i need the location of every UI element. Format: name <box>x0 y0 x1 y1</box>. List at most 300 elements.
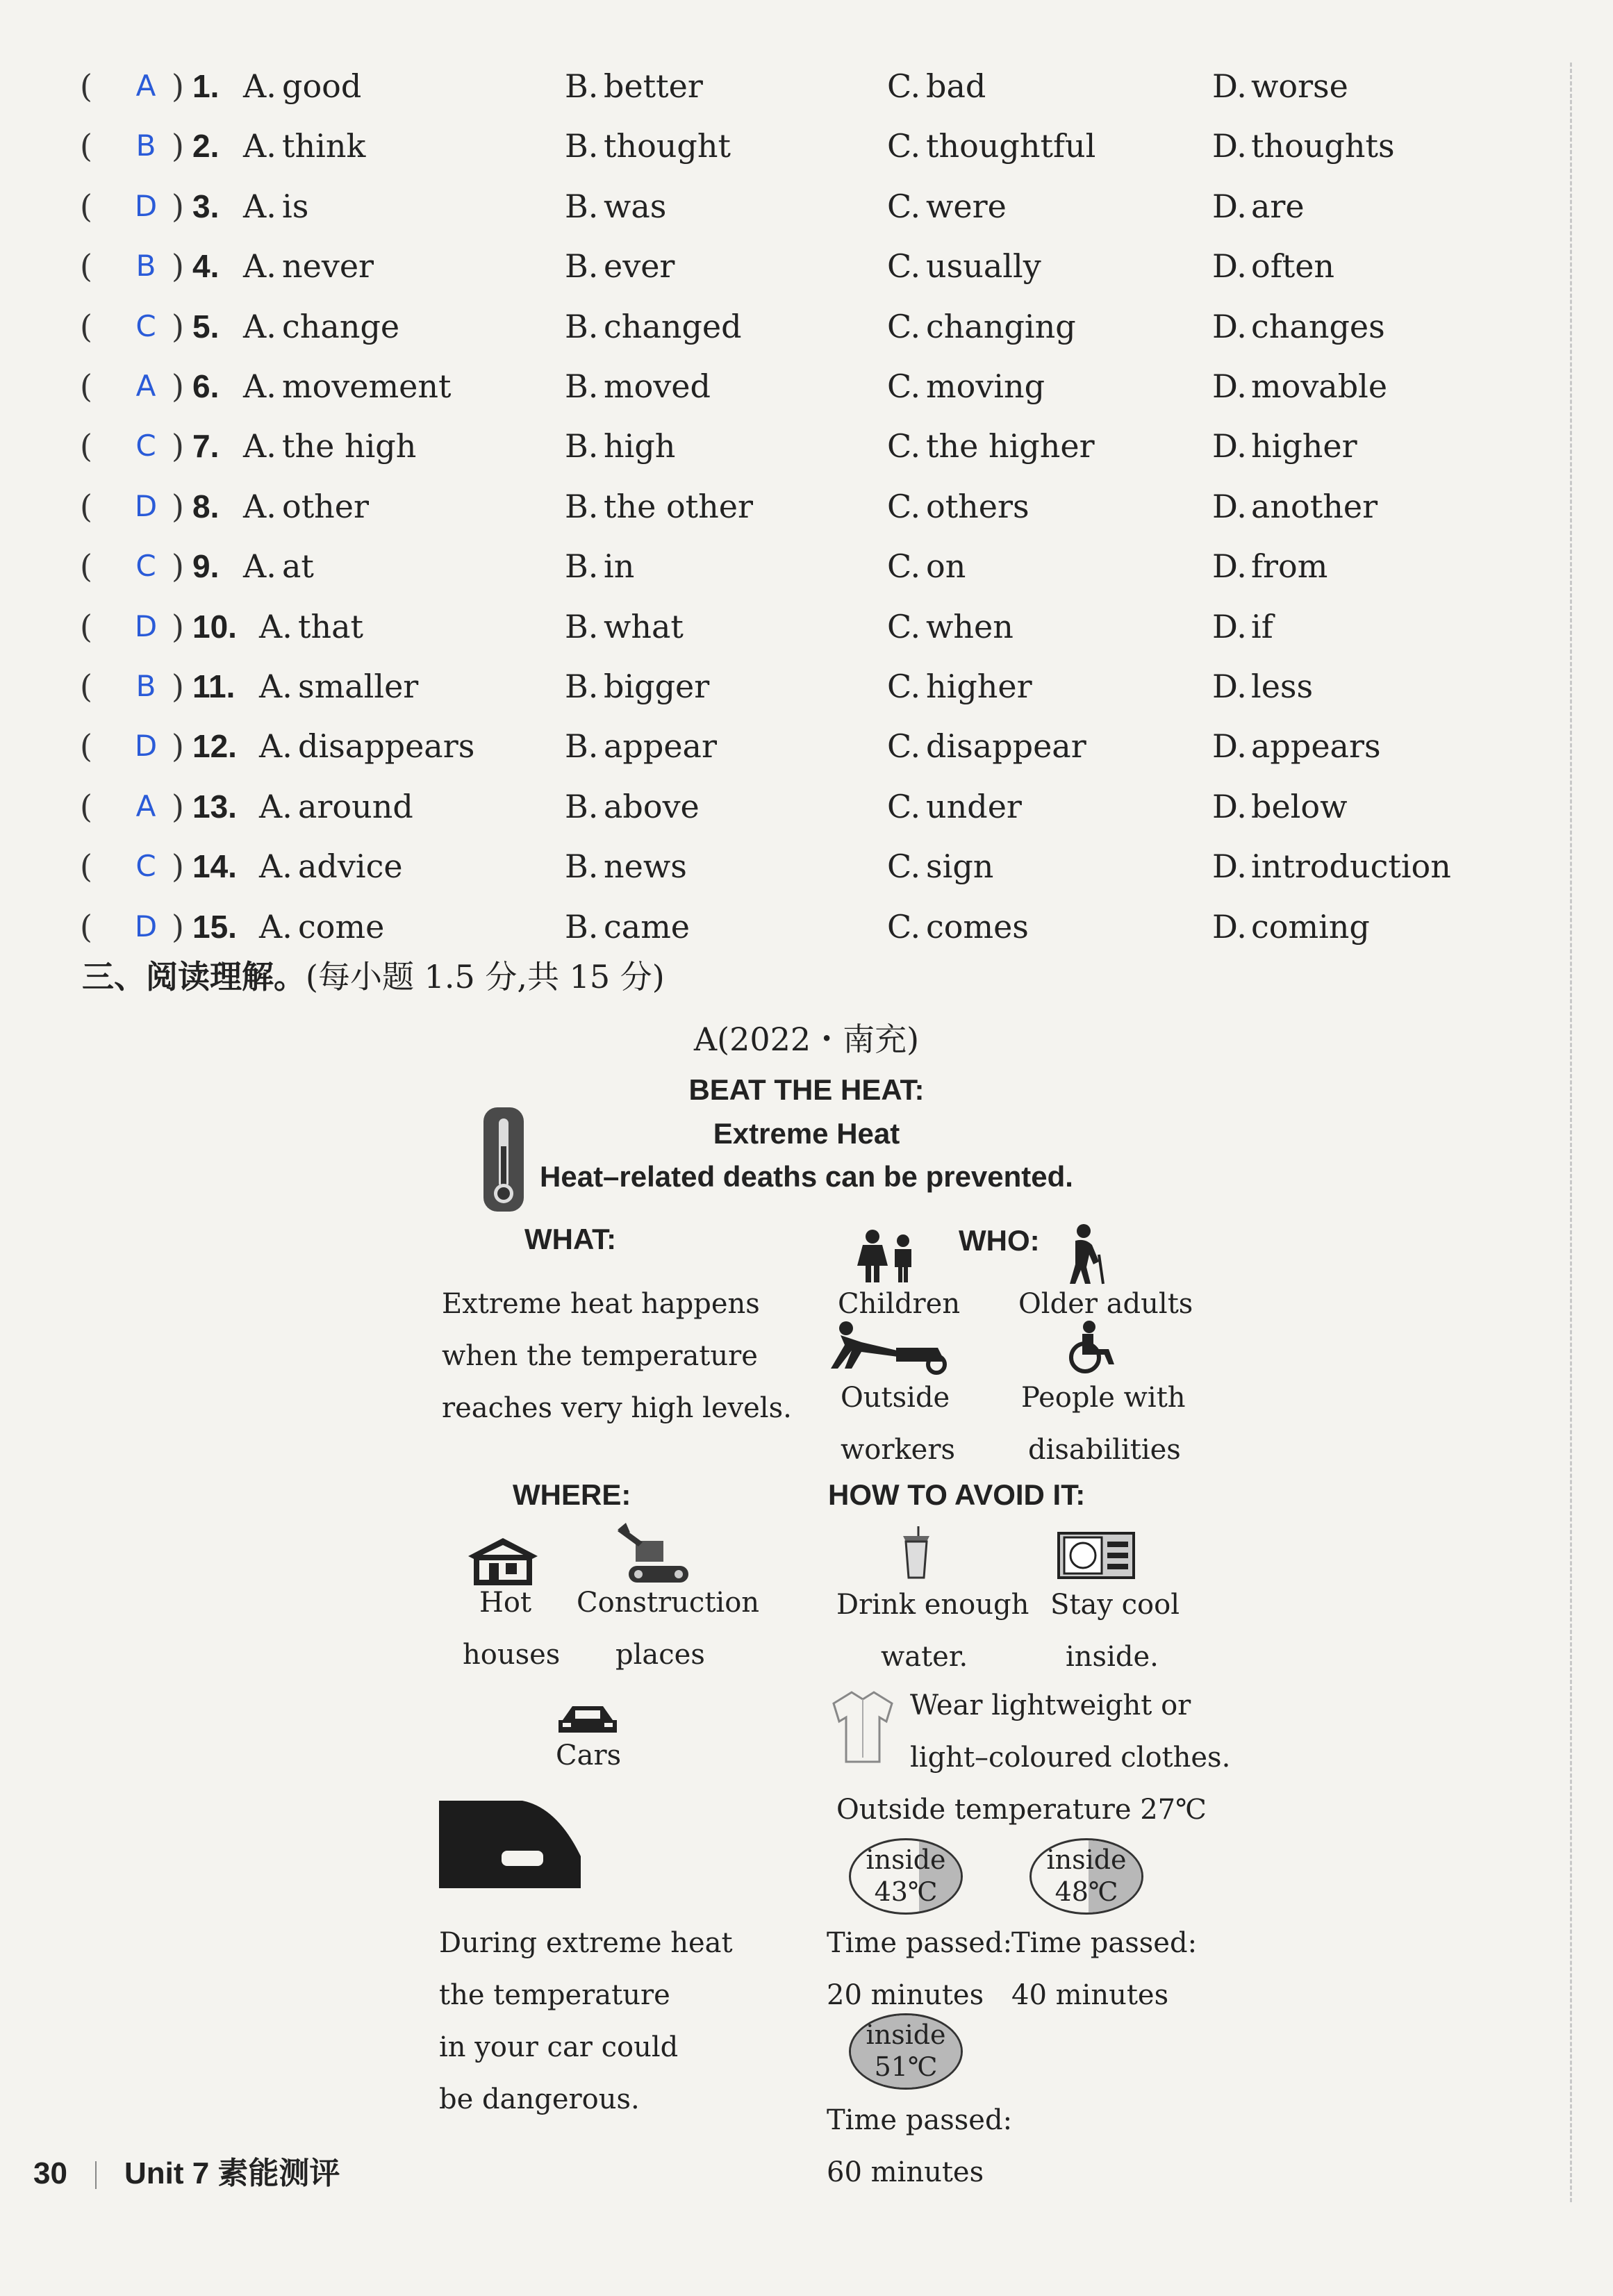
option-text: advice <box>298 848 403 886</box>
option-text: thoughts <box>1251 127 1395 165</box>
option-text: high <box>604 427 676 465</box>
option-a <box>243 418 416 474</box>
option-letter: B. <box>565 907 599 945</box>
question-row <box>73 839 1462 894</box>
option-letter: A. <box>243 427 276 465</box>
question-number: 4. <box>192 248 220 285</box>
gauge-temp-48: 48℃ <box>1054 1876 1118 1907</box>
option-d <box>1212 899 1370 955</box>
option-a <box>243 358 451 414</box>
time-passed-label-2: Time passed: <box>1011 1927 1198 1959</box>
where-construction-line-2: places <box>615 1639 705 1671</box>
option-text: less <box>1251 668 1314 705</box>
option-text: moved <box>604 367 711 405</box>
option-c <box>887 599 1014 654</box>
option-letter: A. <box>243 367 276 405</box>
left-paren: ( <box>80 427 92 465</box>
option-text: the high <box>282 427 417 465</box>
option-letter: A. <box>243 187 276 225</box>
answer-letter: D <box>134 488 158 523</box>
option-text: another <box>1251 487 1378 525</box>
question-row <box>73 179 1462 234</box>
temp-gauge-40min <box>1029 1838 1143 1915</box>
what-line-1: Extreme heat happens <box>442 1288 760 1320</box>
who-disabled-line-2: disabilities <box>1028 1434 1181 1466</box>
option-c <box>887 58 986 114</box>
option-text: sign <box>926 848 994 886</box>
option-letter: C. <box>887 727 921 766</box>
option-d <box>1212 238 1334 294</box>
option-text: are <box>1251 187 1305 225</box>
option-c <box>887 238 1041 294</box>
how-drink-line-1: Drink enough <box>836 1589 1029 1621</box>
option-text: when <box>926 607 1014 645</box>
option-a <box>243 538 314 594</box>
option-text: moving <box>926 367 1045 405</box>
air-conditioner-icon <box>1057 1532 1135 1579</box>
option-b <box>565 358 711 414</box>
right-paren: ) <box>172 367 184 405</box>
option-text: around <box>298 787 413 825</box>
option-text: appear <box>604 727 717 766</box>
car-line-3: in your car could <box>439 2031 679 2063</box>
option-text: on <box>926 547 966 586</box>
answer-letter: B <box>135 129 156 163</box>
option-c <box>887 779 1022 834</box>
left-paren: ( <box>80 367 92 405</box>
gauge-inside-label: inside <box>866 1844 946 1875</box>
option-c <box>887 899 1029 955</box>
question-row <box>73 58 1462 114</box>
option-text: bigger <box>604 668 710 705</box>
left-paren: ( <box>80 247 92 286</box>
left-paren: ( <box>80 67 92 105</box>
option-d <box>1212 599 1273 654</box>
option-b <box>565 179 666 234</box>
option-text: movement <box>282 367 452 405</box>
option-text: appears <box>1251 727 1381 766</box>
car-line-4: be dangerous. <box>439 2083 640 2115</box>
where-construction-line-1: Construction <box>577 1587 760 1619</box>
option-letter: C. <box>887 607 921 645</box>
question-number: 12. <box>192 728 237 765</box>
option-c <box>887 839 993 894</box>
shirt-icon <box>831 1688 896 1766</box>
right-paren: ) <box>172 307 184 345</box>
footer-divider <box>95 2161 97 2189</box>
option-c <box>887 118 1095 174</box>
option-text: the higher <box>926 427 1095 465</box>
right-paren: ) <box>172 907 184 945</box>
answer-letter: C <box>135 429 156 463</box>
option-a <box>243 238 374 294</box>
right-paren: ) <box>172 427 184 465</box>
left-paren: ( <box>80 307 92 345</box>
option-text: others <box>926 487 1029 525</box>
option-d <box>1212 118 1395 174</box>
option-letter: C. <box>887 547 921 586</box>
option-letter: D. <box>1212 67 1247 105</box>
question-number: 7. <box>192 428 220 465</box>
option-b <box>565 238 675 294</box>
older-adult-icon <box>1063 1223 1111 1285</box>
option-text: came <box>604 907 690 945</box>
option-text: better <box>604 67 703 105</box>
left-paren: ( <box>80 787 92 825</box>
option-b <box>565 599 684 654</box>
option-c <box>887 659 1032 714</box>
option-letter: B. <box>565 307 599 345</box>
who-heading: WHO: <box>959 1224 1040 1257</box>
option-d <box>1212 538 1327 594</box>
option-text: movable <box>1251 367 1388 405</box>
question-number: 1. <box>192 68 220 104</box>
question-number: 10. <box>192 608 237 645</box>
right-paren: ) <box>172 187 184 225</box>
question-row <box>73 718 1462 774</box>
where-hot-line-2: houses <box>463 1639 561 1671</box>
option-letter: A. <box>259 907 292 945</box>
option-a <box>259 839 403 894</box>
section-title: 三、阅读理解。 <box>82 958 306 996</box>
option-d <box>1212 659 1313 714</box>
left-paren: ( <box>80 848 92 886</box>
option-letter: B. <box>565 848 599 886</box>
left-paren: ( <box>80 187 92 225</box>
option-letter: D. <box>1212 848 1247 886</box>
option-letter: C. <box>887 307 921 345</box>
option-d <box>1212 179 1305 234</box>
left-paren: ( <box>80 607 92 645</box>
option-letter: A. <box>259 787 292 825</box>
how-cool-line-2: inside. <box>1066 1641 1159 1673</box>
option-b <box>565 538 634 594</box>
option-d <box>1212 718 1381 774</box>
answer-letter: D <box>134 188 158 223</box>
question-number: 2. <box>192 128 220 165</box>
option-d <box>1212 839 1451 894</box>
option-letter: B. <box>565 547 599 586</box>
outside-temperature: Outside temperature 27℃ <box>836 1794 1207 1826</box>
option-letter: B. <box>565 727 599 766</box>
option-b <box>565 299 742 354</box>
unit-label: Unit 7 素能测评 <box>124 2156 340 2190</box>
what-heading: WHAT: <box>524 1223 617 1255</box>
left-paren: ( <box>80 907 92 945</box>
gauge-temp-43: 43℃ <box>874 1876 938 1907</box>
option-letter: D. <box>1212 907 1247 945</box>
right-paren: ) <box>172 787 184 825</box>
option-b <box>565 718 717 774</box>
option-letter: C. <box>887 67 921 105</box>
poster-heading-2: Extreme Heat <box>713 1117 900 1150</box>
option-b <box>565 659 709 714</box>
right-paren: ) <box>172 67 184 105</box>
option-letter: C. <box>887 668 921 705</box>
who-disabled-line-1: People with <box>1021 1382 1186 1414</box>
option-text: bad <box>926 67 986 105</box>
option-b <box>565 779 700 834</box>
time-60-minutes: 60 minutes <box>827 2156 984 2188</box>
option-text: coming <box>1251 907 1370 945</box>
option-text: in <box>604 547 635 586</box>
thermometer-icon <box>479 1105 528 1214</box>
how-cool-line-1: Stay cool <box>1050 1589 1180 1621</box>
option-letter: C. <box>887 367 921 405</box>
option-text: changed <box>604 307 742 345</box>
option-letter: A. <box>259 668 292 705</box>
right-paren: ) <box>172 247 184 286</box>
answer-letter: A <box>135 69 156 103</box>
option-letter: A. <box>243 127 276 165</box>
option-text: comes <box>926 907 1029 945</box>
option-letter: D. <box>1212 787 1247 825</box>
what-line-2: when the temperature <box>442 1340 758 1372</box>
option-letter: D. <box>1212 727 1247 766</box>
question-row <box>73 899 1462 955</box>
option-text: worse <box>1251 67 1348 105</box>
left-paren: ( <box>80 727 92 766</box>
option-d <box>1212 358 1387 414</box>
option-letter: D. <box>1212 427 1247 465</box>
option-text: usually <box>926 247 1041 286</box>
option-a <box>243 479 369 534</box>
option-text: smaller <box>298 668 419 705</box>
option-text: disappears <box>298 727 475 766</box>
option-text: thought <box>604 127 731 165</box>
option-c <box>887 358 1045 414</box>
option-letter: B. <box>565 487 599 525</box>
question-number: 9. <box>192 548 220 585</box>
option-text: thoughtful <box>926 127 1096 165</box>
option-b <box>565 899 690 955</box>
who-children-label: Children <box>838 1288 961 1320</box>
option-letter: C. <box>887 187 921 225</box>
option-text: under <box>926 787 1022 825</box>
question-number: 14. <box>192 848 237 885</box>
option-b <box>565 118 731 174</box>
option-text: never <box>282 247 374 286</box>
question-number: 8. <box>192 488 220 525</box>
option-d <box>1212 779 1347 834</box>
option-text: come <box>298 907 385 945</box>
option-letter: C. <box>887 848 921 886</box>
option-letter: B. <box>565 187 599 225</box>
right-paren: ) <box>172 727 184 766</box>
temp-gauge-20min <box>849 1838 963 1915</box>
option-b <box>565 839 687 894</box>
answer-letter: D <box>134 909 158 943</box>
option-text: was <box>604 187 667 225</box>
option-a <box>259 779 413 834</box>
option-letter: A. <box>259 727 292 766</box>
option-b <box>565 58 703 114</box>
option-letter: C. <box>887 427 921 465</box>
option-letter: D. <box>1212 487 1247 525</box>
answer-letter: A <box>135 369 156 403</box>
option-a <box>259 659 418 714</box>
right-paren: ) <box>172 607 184 645</box>
option-text: the other <box>604 487 753 525</box>
option-text: that <box>298 607 364 645</box>
option-text: introduction <box>1251 848 1451 886</box>
question-number: 15. <box>192 908 237 945</box>
option-letter: B. <box>565 367 599 405</box>
option-text: disappear <box>926 727 1086 766</box>
option-text: news <box>604 848 687 886</box>
option-letter: C. <box>887 127 921 165</box>
answer-letter: D <box>134 609 158 643</box>
who-outside-line-2: workers <box>841 1434 955 1466</box>
option-a <box>259 599 363 654</box>
option-a <box>243 58 361 114</box>
question-row <box>73 779 1462 834</box>
right-paren: ) <box>172 127 184 165</box>
answer-letter: C <box>135 308 156 343</box>
poster-heading-3: Heat–related deaths can be prevented. <box>540 1160 1073 1193</box>
question-row <box>73 659 1462 714</box>
left-paren: ( <box>80 668 92 705</box>
option-text: higher <box>1251 427 1357 465</box>
option-text: below <box>1251 787 1348 825</box>
option-text: if <box>1251 607 1273 645</box>
option-letter: B. <box>565 427 599 465</box>
right-paren: ) <box>172 487 184 525</box>
who-older-label: Older adults <box>1018 1288 1193 1320</box>
what-line-3: reaches very high levels. <box>442 1392 792 1424</box>
outside-worker-icon <box>820 1320 959 1376</box>
question-row <box>73 418 1462 474</box>
passage-title: A(2022・南充) <box>693 1021 920 1058</box>
option-a <box>259 899 384 955</box>
answer-letter: C <box>135 549 156 584</box>
option-letter: D. <box>1212 547 1247 586</box>
option-text: change <box>282 307 400 345</box>
section-points: (每小题 1.5 分,共 15 分) <box>306 958 665 996</box>
option-d <box>1212 58 1348 114</box>
time-40-minutes: 40 minutes <box>1011 1979 1169 2011</box>
option-text: good <box>282 67 362 105</box>
option-letter: A. <box>243 67 276 105</box>
option-c <box>887 418 1095 474</box>
option-letter: D. <box>1212 668 1247 705</box>
option-text: what <box>604 607 684 645</box>
option-letter: A. <box>259 848 292 886</box>
car-window-icon <box>439 1801 582 1891</box>
answer-letter: A <box>135 788 156 823</box>
option-letter: C. <box>887 787 921 825</box>
option-c <box>887 179 1007 234</box>
option-letter: D. <box>1212 247 1247 286</box>
option-letter: D. <box>1212 187 1247 225</box>
time-passed-label-3: Time passed: <box>827 2104 1013 2136</box>
where-heading: WHERE: <box>513 1478 631 1511</box>
option-letter: B. <box>565 127 599 165</box>
option-text: is <box>282 187 309 225</box>
option-letter: B. <box>565 67 599 105</box>
answer-letter: B <box>135 669 156 703</box>
option-letter: C. <box>887 907 921 945</box>
option-letter: B. <box>565 607 599 645</box>
question-number: 11. <box>192 668 235 704</box>
question-row <box>73 479 1462 534</box>
option-letter: A. <box>243 247 276 286</box>
option-d <box>1212 418 1357 474</box>
drink-cup-icon <box>899 1525 934 1580</box>
temp-gauge-60min <box>849 2013 963 2090</box>
option-text: at <box>282 547 314 586</box>
option-letter: B. <box>565 668 599 705</box>
car-line-2: the temperature <box>439 1979 670 2011</box>
who-outside-line-1: Outside <box>841 1382 950 1414</box>
option-letter: B. <box>565 787 599 825</box>
answer-letter: D <box>134 729 158 763</box>
poster-heading-1: BEAT THE HEAT: <box>688 1073 925 1106</box>
left-paren: ( <box>80 127 92 165</box>
option-text: above <box>604 787 700 825</box>
gauge-inside-label: inside <box>866 2020 946 2050</box>
option-text: from <box>1251 547 1328 586</box>
question-row <box>73 538 1462 594</box>
how-drink-line-2: water. <box>881 1641 968 1673</box>
right-paren: ) <box>172 848 184 886</box>
answer-letter: C <box>135 849 156 884</box>
option-letter: A. <box>243 547 276 586</box>
page-number: 30 <box>33 2156 67 2190</box>
page-footer <box>33 2148 340 2192</box>
option-a <box>243 179 308 234</box>
left-paren: ( <box>80 487 92 525</box>
right-paren: ) <box>172 668 184 705</box>
option-text: changes <box>1251 307 1385 345</box>
option-text: often <box>1251 247 1335 286</box>
option-text: were <box>926 187 1007 225</box>
car-line-1: During extreme heat <box>439 1927 733 1959</box>
option-letter: B. <box>565 247 599 286</box>
option-a <box>243 118 365 174</box>
how-heading: HOW TO AVOID IT: <box>828 1478 1086 1511</box>
time-20-minutes: 20 minutes <box>827 1979 984 2011</box>
where-hot-line-1: Hot <box>479 1587 532 1619</box>
question-row <box>73 358 1462 414</box>
option-text: higher <box>926 668 1032 705</box>
option-letter: A. <box>243 487 276 525</box>
option-c <box>887 538 966 594</box>
option-c <box>887 299 1076 354</box>
answer-letter: B <box>135 249 156 283</box>
option-letter: D. <box>1212 367 1247 405</box>
option-d <box>1212 299 1385 354</box>
option-letter: D. <box>1212 127 1247 165</box>
question-row <box>73 118 1462 174</box>
option-d <box>1212 479 1378 534</box>
option-letter: C. <box>887 247 921 286</box>
option-a <box>243 299 399 354</box>
option-letter: A. <box>259 607 292 645</box>
option-text: ever <box>604 247 675 286</box>
question-row <box>73 599 1462 654</box>
option-text: other <box>282 487 370 525</box>
question-number: 3. <box>192 188 220 224</box>
option-a <box>259 718 474 774</box>
question-number: 13. <box>192 788 237 825</box>
wheelchair-icon <box>1061 1320 1124 1374</box>
option-text: think <box>282 127 366 165</box>
time-passed-label-1: Time passed: <box>827 1927 1013 1959</box>
option-letter: A. <box>243 307 276 345</box>
option-c <box>887 718 1086 774</box>
option-letter: D. <box>1212 607 1247 645</box>
